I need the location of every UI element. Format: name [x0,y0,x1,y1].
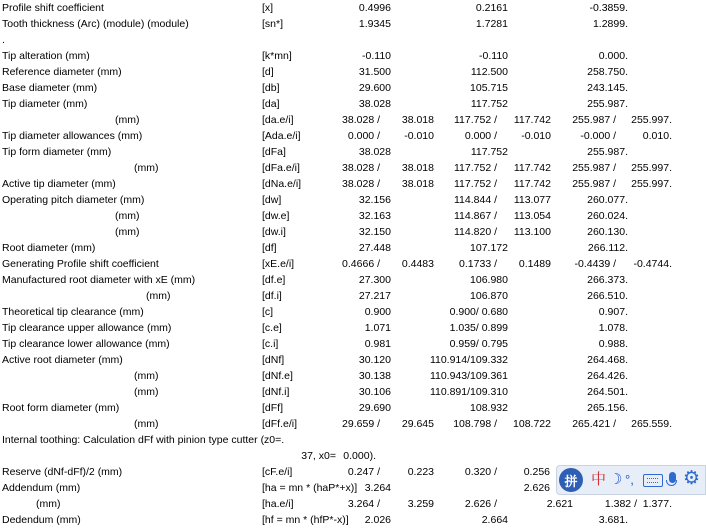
row-value: 105.715 [470,82,508,94]
row-label: Manufactured root diameter with xE (mm) [2,274,196,286]
row-value: 29.659 / [342,418,380,430]
row-label: (mm) [146,290,171,302]
row-value: 108.932 [470,402,508,414]
row-value: 38.028 [358,98,391,110]
row-value: 110.891/109.310 [429,386,508,398]
row-value: 112.500 [470,66,508,78]
row-label: Root form diameter (mm) [2,402,120,414]
microphone-icon[interactable] [669,472,676,483]
row-value: 1.382 / [604,498,637,510]
row-value: 0.320 / [464,466,497,478]
row-value: 117.752 [470,98,508,110]
row-unit: [dFa] [262,146,286,158]
row-label: Root diameter (mm) [2,242,96,254]
row-value: 260.024. [587,210,628,222]
row-value: 27.448 [358,242,391,254]
row-value: 110.914/109.332 [429,354,508,366]
row-unit: [df.i] [262,290,282,302]
row-value: 29.645 [401,418,434,430]
row-label: (mm) [115,226,140,238]
row-unit: [d] [262,66,274,78]
row-value: -0.010 [521,130,551,142]
row-label: (mm) [115,210,140,222]
row-unit: [dw.e] [262,210,290,222]
row-value: 255.987 / [572,162,616,174]
row-value: 30.106 [358,386,391,398]
row-value: 2.626 / [464,498,497,510]
row-unit: [ha = mn * (haP*+x)] [262,482,358,494]
row-value: 3.681. [598,514,628,526]
row-value: 114.820 / [453,226,497,238]
row-label: Tip alteration (mm) [2,50,90,62]
row-value: 1.377. [642,498,672,510]
row-unit: [c] [262,306,274,318]
row-value: 30.120 [358,354,391,366]
row-value: 32.163 [358,210,391,222]
row-label: (mm) [134,370,159,382]
row-value: 0.1733 / [459,258,497,270]
row-label: Theoretical tip clearance (mm) [2,306,144,318]
row-unit: [dNf.e] [262,370,293,382]
row-label: Active tip diameter (mm) [2,178,116,190]
row-unit: [dNa.e/i] [262,178,302,190]
row-unit: [db] [262,82,280,94]
row-value: 3.259 [407,498,434,510]
row-value: 265.421 / [572,418,616,430]
row-label: (mm) [134,162,159,174]
row-value: -0.000 / [580,130,616,142]
row-label: Tooth thickness (Arc) (module) (module) [2,18,189,30]
row-value: 2.621 [546,498,573,510]
row-value: 117.742 [513,114,551,126]
row-value: 37, x0= [301,450,336,462]
row-value: 29.600 [358,82,391,94]
row-value: 31.500 [358,66,391,78]
row-unit: [Ada.e/i] [262,130,301,142]
row-label: Tip clearance upper allowance (mm) [2,322,172,334]
row-unit: [dw.i] [262,226,286,238]
row-unit: [ha.e/i] [262,498,294,510]
row-label: Tip diameter allowances (mm) [2,130,143,142]
row-value: 113.054 [513,210,551,222]
row-unit: [x] [262,2,274,14]
row-value: 265.559. [631,418,672,430]
row-value: 0.010. [642,130,672,142]
row-value: 1.2899. [592,18,628,30]
row-value: 2.626 [523,482,550,494]
row-value: 32.156 [358,194,391,206]
row-label: Reference diameter (mm) [2,66,122,78]
row-value: 117.752 / [453,114,497,126]
row-value: 117.742 [513,178,551,190]
row-value: 260.077. [587,194,628,206]
row-unit: [k*mn] [262,50,292,62]
row-value: 108.722 [513,418,551,430]
row-value: 3.264 / [347,498,380,510]
row-value: 3.264 [364,482,391,494]
row-unit: [da.e/i] [262,114,294,126]
row-value: 0.247 / [347,466,380,478]
row-value: 38.018 [401,162,434,174]
row-value: 0.000). [343,450,376,462]
row-value: 0.907. [598,306,628,318]
row-value: 255.987 / [572,178,616,190]
row-label: Dedendum (mm) [2,514,81,526]
row-label: Tip clearance lower allowance (mm) [2,338,170,350]
row-unit: [dFa.e/i] [262,162,300,174]
row-value: 258.750. [587,66,628,78]
row-value: 255.987. [587,146,628,158]
row-label: Reserve (dNf-dFf)/2 (mm) [2,466,123,478]
row-label: Tip form diameter (mm) [2,146,112,158]
row-value: 266.112. [587,242,628,254]
row-value: 1.078. [598,322,628,334]
row-value: 255.987. [587,98,628,110]
row-value: 32.150 [358,226,391,238]
row-value: 38.018 [401,114,434,126]
row-unit: [df] [262,242,277,254]
row-value: 38.028 / [342,114,380,126]
row-value: -0.3859. [589,2,628,14]
row-value: 0.2161 [475,2,508,14]
row-value: 0.900 [364,306,391,318]
row-label: . [2,34,5,46]
row-value: 114.844 / [453,194,497,206]
row-value: 0.000 / [464,130,497,142]
row-label: Active root diameter (mm) [2,354,123,366]
row-value: 117.752 / [453,178,497,190]
row-value: 114.867 / [453,210,497,222]
row-value: 0.256 [523,466,550,478]
row-unit: [dNf] [262,354,285,366]
moon-icon[interactable]: ☽ [609,471,623,488]
row-value: 38.018 [401,178,434,190]
row-unit: [df.e] [262,274,286,286]
row-value: 29.690 [358,402,391,414]
row-unit: [c.i] [262,338,279,350]
row-value: 2.026 [364,514,391,526]
ime-language-button[interactable]: 中 [591,471,607,488]
row-value: 0.1489 [518,258,551,270]
row-value: 117.752 / [453,162,497,174]
row-value: 117.742 [513,162,551,174]
row-value: 255.997. [631,162,672,174]
row-value: 264.426. [587,370,628,382]
row-label: Internal toothing: Calculation dFf with pinion type cutter (z0=. [2,434,285,446]
row-unit: [c.e] [262,322,282,334]
row-unit: [cF.e/i] [262,466,293,478]
row-value: 243.145. [587,82,628,94]
row-value: 0.981 [364,338,391,350]
row-value: 264.468. [587,354,628,366]
row-label: Addendum (mm) [2,482,81,494]
row-value: 255.987 / [572,114,616,126]
ime-toolbar[interactable] [556,465,706,495]
row-value: 0.4483 [401,258,434,270]
row-value: 0.959/ 0.795 [449,338,508,350]
row-unit: [dFf] [262,402,284,414]
row-value: 106.870 [470,290,508,302]
row-value: 113.100 [513,226,551,238]
row-label: Operating pitch diameter (mm) [2,194,145,206]
row-value: -0.110 [362,50,391,62]
row-unit: [dw] [262,194,282,206]
row-value: 2.664 [481,514,508,526]
row-value: 0.000 / [347,130,380,142]
row-label: Base diameter (mm) [2,82,98,94]
ime-logo-icon[interactable]: 拼 [559,468,583,492]
row-unit: [da] [262,98,280,110]
row-value: 0.4996 [358,2,391,14]
row-value: 0.223 [407,466,434,478]
row-value: -0.4744. [633,258,672,270]
row-value: 266.510. [587,290,628,302]
row-unit: [xE.e/i] [262,258,295,270]
row-unit: [dNf.i] [262,386,290,398]
row-value: 30.138 [358,370,391,382]
row-label: (mm) [134,386,159,398]
row-value: -0.110 [479,50,508,62]
row-value: 0.4666 / [342,258,380,270]
row-value: 1.9345 [358,18,391,30]
row-value: 0.000. [598,50,628,62]
row-value: 27.217 [358,290,391,302]
row-value: 265.156. [587,402,628,414]
row-value: 266.373. [587,274,628,286]
row-value: -0.4439 / [574,258,616,270]
row-value: 38.028 / [342,178,380,190]
keyboard-icon[interactable] [643,474,663,487]
row-value: 113.077 [513,194,551,206]
row-label: Tip diameter (mm) [2,98,88,110]
row-value: 1.7281 [475,18,508,30]
row-value: 264.501. [587,386,628,398]
row-value: 0.988. [598,338,628,350]
row-value: 0.900/ 0.680 [449,306,508,318]
gear-icon[interactable]: ⚙ [683,468,701,489]
row-label: (mm) [36,498,61,510]
row-value: 117.752 [470,146,508,158]
row-label: Generating Profile shift coefficient [2,258,159,270]
row-label: Profile shift coefficient [2,2,104,14]
row-value: 38.028 [358,146,391,158]
punctuation-button[interactable]: °, [625,472,634,487]
row-unit: [hf = mn * (hfP*-x)] [262,514,349,526]
row-value: -0.010 [404,130,434,142]
row-value: 1.071 [364,322,391,334]
row-value: 260.130. [587,226,628,238]
row-value: 107.172 [470,242,508,254]
row-value: 255.997. [631,114,672,126]
row-label: (mm) [115,114,140,126]
row-value: 108.798 / [453,418,497,430]
row-value: 27.300 [358,274,391,286]
row-value: 38.028 / [342,162,380,174]
row-value: 1.035/ 0.899 [449,322,508,334]
row-unit: [dFf.e/i] [262,418,298,430]
row-value: 255.997. [631,178,672,190]
row-unit: [sn*] [262,18,284,30]
row-value: 106.980 [470,274,508,286]
row-value: 110.943/109.361 [429,370,508,382]
row-label: (mm) [134,418,159,430]
